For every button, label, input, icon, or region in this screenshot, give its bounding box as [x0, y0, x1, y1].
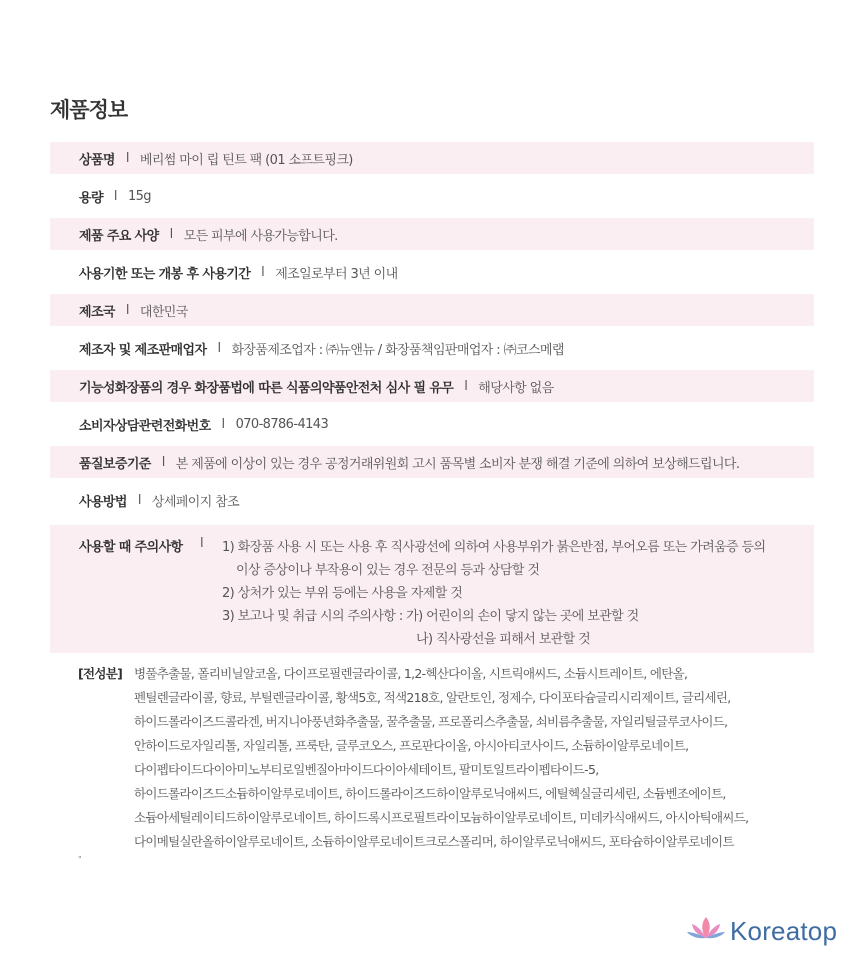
row-label: 소비자상담관련전화번호: [79, 418, 211, 434]
row-value: 상세페이지 참조: [151, 494, 240, 510]
caution-line: 이상 증상이나 부작용이 있는 경우 전문의 등과 상담할 것: [236, 563, 540, 578]
row-separator: l: [261, 264, 265, 280]
row-label: 제품 주요 사양: [79, 228, 159, 244]
row-separator: l: [113, 188, 117, 204]
caution-line: 1) 화장품 사용 시 또는 사용 후 직사광선에 의하여 사용부위가 붉은반점, 부어오름 또는 가려움증 등의: [222, 540, 766, 555]
row-label: 용량: [79, 190, 103, 206]
info-row-usage: [50, 484, 814, 516]
ingredient-line: 소듐아세틸레이티드하이알루로네이트, 하이드록시프로필트라이모늄하이알루로네이트, 미데카식애씨드, 아시아틱애씨드,: [134, 810, 749, 825]
info-row-phone: [50, 408, 814, 440]
info-row-expiry: [50, 256, 814, 288]
info-row-manufacturer: [50, 332, 814, 364]
info-row-capacity: [50, 180, 814, 212]
row-value: 베리썸 마이 립 틴트 팩 (01 소프트핑크): [139, 152, 353, 168]
row-separator: l: [161, 454, 165, 470]
product-info-table: [50, 142, 814, 522]
ingredient-line: 펜틸렌글라이콜, 향료, 부틸렌글라이콜, 황색5호, 적색218호, 알란토인, 정제수, 다이포타슘글리시리제이트, 글리세린,: [134, 690, 731, 705]
lotus-icon: [686, 914, 726, 948]
caution-line: 2) 상처가 있는 부위 등에는 사용을 자제할 것: [222, 586, 463, 601]
row-label: 사용방법: [79, 494, 127, 510]
ingredient-line: 하이드롤라이즈드소듐하이알루로네이트, 하이드롤라이즈드하이알루로닉애씨드, 에틸헥실글리세린, 소듐벤조에이트,: [134, 786, 726, 801]
caution-section: [50, 525, 814, 653]
row-separator: l: [217, 340, 221, 356]
row-separator: l: [137, 492, 141, 508]
koreatop-logo: [686, 914, 837, 948]
end-mark: ": [78, 855, 82, 864]
info-row-quality-guarantee: [50, 446, 814, 478]
row-label: 상품명: [79, 152, 115, 168]
info-row-functional-review: [50, 370, 814, 402]
row-label: 사용기한 또는 개봉 후 사용기간: [79, 266, 251, 282]
row-separator: l: [125, 150, 129, 166]
caution-line: 나) 직사광선을 피해서 보관할 것: [416, 632, 591, 647]
ingredient-line: 다이펩타이드다이아미노부티로일벤질아마이드다이아세테이트, 팔미토일트라이펩타이드-5,: [134, 762, 599, 777]
ingredient-line: 병풀추출물, 폴리비닐알코올, 다이프로필렌글라이콜, 1,2-헥산다이올, 시트릭애씨드, 소듐시트레이트, 에탄올,: [134, 666, 688, 681]
ingredient-line: 다이메틸실란올하이알루로네이트, 소듐하이알루로네이트크로스폴리머, 하이알루로닉애씨드, 포타슘하이알루로네이트: [134, 834, 734, 849]
row-value: 해당사항 없음: [478, 380, 554, 396]
ingredient-line: 하이드롤라이즈드콜라겐, 버지니아풍년화추출물, 꿀추출물, 프로폴리스추출물, 쇠비름추출물, 자일리틸글루코사이드,: [134, 714, 728, 729]
page-title: 제품정보: [50, 98, 128, 122]
row-value: 대한민국: [139, 304, 188, 320]
row-separator: l: [169, 226, 173, 242]
row-value: 제조일로부터 3년 이내: [275, 266, 398, 282]
row-value: 화장품제조업자 : ㈜뉴앤뉴 / 화장품책임판매업자 : ㈜코스메랩: [231, 342, 564, 358]
row-separator: l: [464, 378, 468, 394]
row-value: 070-8786-4143: [235, 416, 329, 432]
info-row-country: [50, 294, 814, 326]
info-row-product-name: [50, 142, 814, 174]
row-label: 제조국: [79, 304, 115, 320]
row-value: 모든 피부에 사용가능합니다.: [183, 228, 338, 244]
ingredient-line: 안하이드로자일리톨, 자일리톨, 프룩탄, 글루코오스, 프로판다이올, 아시아티코사이드, 소듐하이알루로네이트,: [134, 738, 689, 753]
row-label: 제조자 및 제조판매업자: [79, 342, 207, 358]
row-label: 품질보증기준: [79, 456, 151, 472]
info-row-main-spec: [50, 218, 814, 250]
ingredients-label: [전성분]: [78, 666, 123, 681]
row-separator: l: [221, 416, 225, 432]
caution-label: 사용할 때 주의사항: [79, 540, 183, 555]
row-label: 기능성화장품의 경우 화장품법에 따른 식품의약품안전처 심사 필 유무: [79, 380, 454, 396]
row-separator: l: [125, 302, 129, 318]
logo-text: Koreatop: [730, 915, 838, 946]
row-value: 본 제품에 이상이 있는 경우 공정거래위원회 고시 품목별 소비자 분쟁 해결 기준에 의하여 보상해드립니다.: [175, 456, 740, 472]
row-value: 15g: [127, 188, 151, 204]
caution-line: 3) 보고나 및 취급 시의 주의사항 : 가) 어린이의 손이 닿지 않는 곳에 보관할 것: [222, 609, 639, 624]
caution-separator: l: [200, 536, 204, 551]
